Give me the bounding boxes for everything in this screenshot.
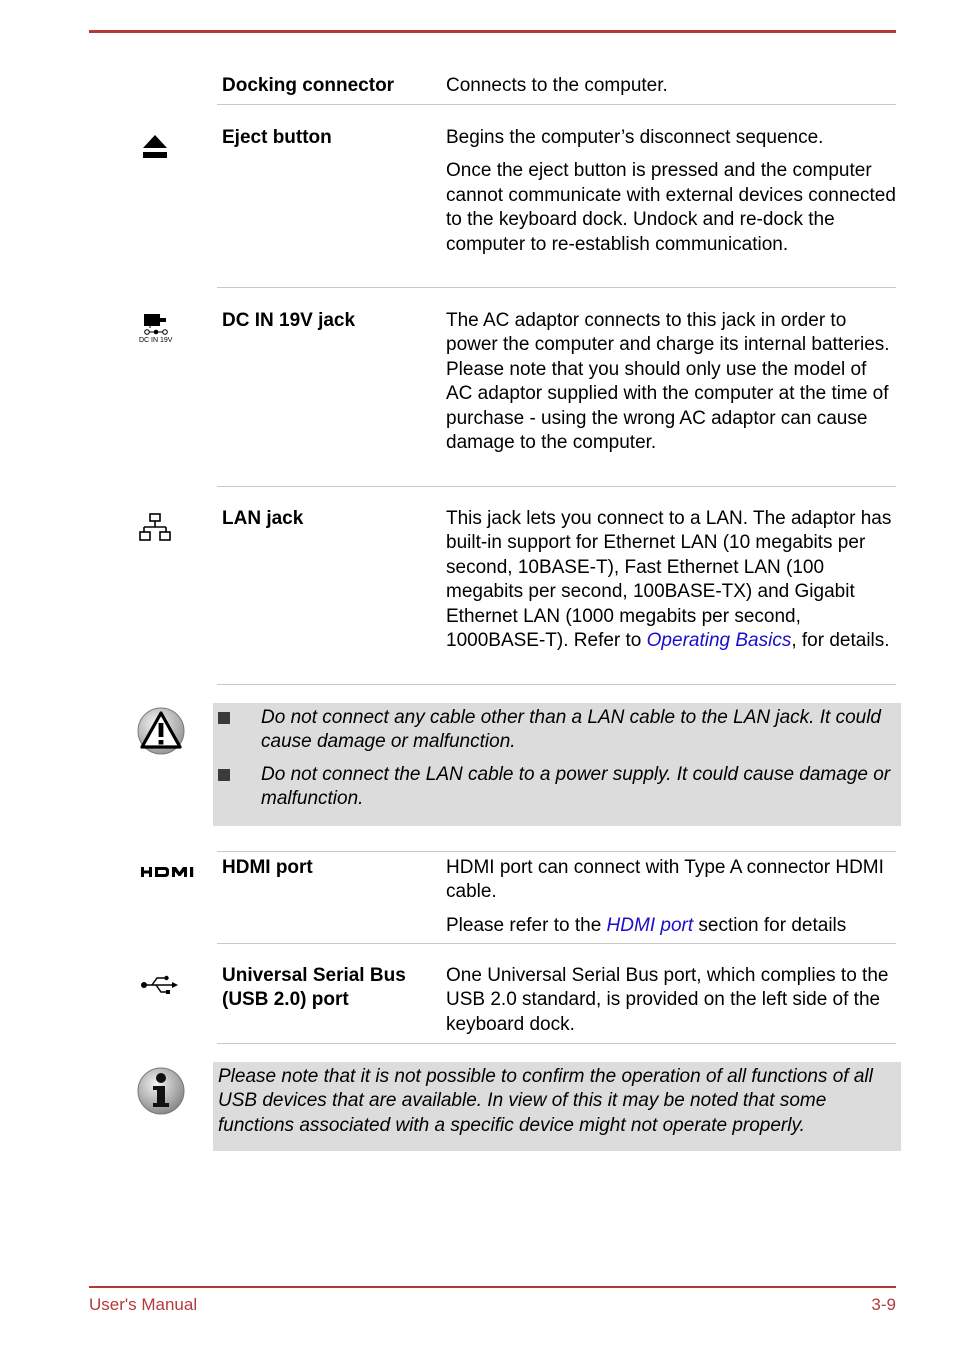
header-rule [89,30,896,33]
operating-basics-link[interactable]: Operating Basics [646,630,792,652]
description-paragraph: Once the eject button is pressed and the computer cannot communicate with external devices connected to the keyboard dock. Undock and re-dock the computer to re-establish communication. [446,160,896,255]
warning-bullet-text: Do not connect the LAN cable to a power supply. It could cause damage or malfunction. [261,764,891,810]
row-dc-in-jack [217,288,896,487]
bullet-marker [218,712,230,724]
description-text: , for details. [791,630,890,652]
description-paragraph: One Universal Serial Bus port, which complies to the USB 2.0 standard, is provided on the left side of the keyboard dock. [446,965,889,1035]
footer-rule [89,1286,896,1288]
info-note-text: Please note that it is not possible to confirm the operation of all functions of all USB devices that are available. In view of this it may be noted that some functions associated with a specific device might not operate properly. [218,1066,873,1136]
bullet-marker [218,769,230,781]
row-eject-button [217,105,896,288]
description-text: Please refer to the [446,914,607,936]
term-label: Docking connector [222,75,395,96]
hdmi-icon [140,864,204,880]
warning-bullet-text: Do not connect any cable other than a LAN cable to the LAN jack. It could cause damage or malfunction. [261,707,881,753]
description-paragraph [446,914,896,938]
term-label: Universal Serial Bus (USB 2.0) port [222,965,406,1011]
term-label: HDMI port [222,857,313,878]
dc-in-icon [138,312,178,346]
term-label: LAN jack [222,508,304,529]
term-description [446,126,896,266]
row-docking-connector [217,72,896,105]
description-paragraph: Begins the computer’s disconnect sequence. [446,127,824,148]
warning-note [213,703,901,826]
eject-icon [141,133,169,161]
term-description [446,309,896,464]
term-label: DC IN 19V jack [222,310,356,331]
dc-in-icon-label: DC IN 19V [139,337,173,344]
footer-manual-title: User's Manual [89,1295,198,1314]
info-note [213,1062,901,1151]
term-description [446,74,896,107]
row-hdmi-port [217,851,896,944]
description-text: section for details [693,914,847,936]
description-paragraph [446,507,896,653]
row-usb-port [217,943,896,1044]
term-label: Eject button [222,127,332,148]
term-description [446,964,896,1046]
term-description [446,856,896,947]
usb-icon [140,974,180,996]
description-text: This jack lets you connect to a LAN. The adaptor has built-in support for Ethernet LAN (10 megabits per second, 10BASE-T), Fast Ethernet LAN (100 megabits per second, 100BASE-TX) and Gigabit Ethernet LAN (1000 megabits per second, 1000BASE-T). Refer to [446,508,892,652]
description-paragraph: HDMI port can connect with Type A connector HDMI cable. [446,857,884,903]
term-description [446,507,896,662]
description-paragraph: The AC adaptor connects to this jack in order to power the computer and charge its internal batteries. Please note that you should only use the model of AC adaptor supplied with the computer at the time of purchase - using the wrong AC adaptor can cause damage to the computer. [446,310,890,454]
hdmi-port-link[interactable]: HDMI port [606,914,694,936]
warning-icon [136,706,186,756]
row-lan-jack [217,487,896,685]
description-paragraph: Connects to the computer. [446,75,668,96]
info-icon [136,1066,186,1116]
lan-icon [138,512,172,544]
footer-page-number: 3-9 [871,1295,896,1314]
